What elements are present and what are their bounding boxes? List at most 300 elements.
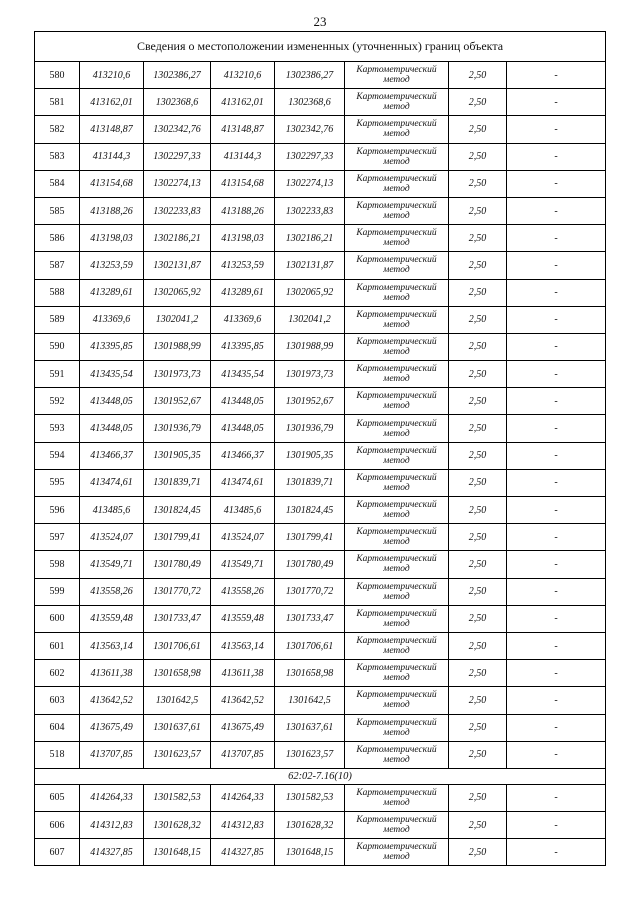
note-cell: -	[507, 524, 606, 551]
existing-y-cell: 1302041,2	[144, 306, 211, 333]
accuracy-cell: 2,50	[449, 784, 507, 811]
existing-x-cell: 413707,85	[80, 741, 144, 768]
accuracy-cell: 2,50	[449, 62, 507, 89]
method-line2: метод	[383, 292, 410, 303]
table-row	[35, 784, 606, 811]
refined-x-cell: 414327,85	[211, 839, 275, 866]
method-line2: метод	[383, 700, 410, 711]
point-number-cell: 590	[35, 333, 80, 360]
method-cell	[345, 306, 449, 333]
method-cell	[345, 225, 449, 252]
point-number-cell: 584	[35, 170, 80, 197]
refined-x-cell: 413611,38	[211, 660, 275, 687]
existing-x-cell: 413144,3	[80, 143, 144, 170]
point-number-cell: 585	[35, 197, 80, 224]
table-row	[35, 632, 606, 659]
existing-x-cell: 413289,61	[80, 279, 144, 306]
existing-x-cell: 413474,61	[80, 469, 144, 496]
existing-y-cell: 1301733,47	[144, 605, 211, 632]
table-row	[35, 333, 606, 360]
method-cell	[345, 143, 449, 170]
note-cell: -	[507, 741, 606, 768]
refined-x-cell: 414264,33	[211, 784, 275, 811]
point-number-cell: 606	[35, 812, 80, 839]
method-line1: Картометрический	[356, 173, 437, 184]
page-number: 23	[313, 14, 327, 29]
refined-x-cell: 414312,83	[211, 812, 275, 839]
existing-y-cell: 1302186,21	[144, 225, 211, 252]
table-row	[35, 143, 606, 170]
method-line2: метод	[383, 825, 410, 836]
method-line1: Картометрический	[356, 201, 437, 212]
method-line1: Картометрический	[356, 282, 437, 293]
refined-x-cell: 413559,48	[211, 605, 275, 632]
method-line1: Картометрический	[356, 364, 437, 375]
method-cell	[345, 578, 449, 605]
method-line1: Картометрический	[356, 255, 437, 266]
existing-x-cell: 414312,83	[80, 812, 144, 839]
method-line1: Картометрический	[356, 787, 437, 798]
point-number-cell: 594	[35, 442, 80, 469]
existing-y-cell: 1302342,76	[144, 116, 211, 143]
existing-x-cell: 413435,54	[80, 361, 144, 388]
accuracy-cell: 2,50	[449, 497, 507, 524]
refined-x-cell: 413448,05	[211, 388, 275, 415]
refined-y-cell: 1301824,45	[275, 497, 345, 524]
refined-x-cell: 413707,85	[211, 741, 275, 768]
note-cell: -	[507, 197, 606, 224]
point-number-cell: 604	[35, 714, 80, 741]
accuracy-cell: 2,50	[449, 143, 507, 170]
accuracy-cell: 2,50	[449, 469, 507, 496]
method-line1: Картометрический	[356, 336, 437, 347]
method-line1: Картометрический	[356, 690, 437, 701]
existing-y-cell: 1301988,99	[144, 333, 211, 360]
method-cell	[345, 497, 449, 524]
existing-y-cell: 1301642,5	[144, 687, 211, 714]
method-line1: Картометрический	[356, 842, 437, 853]
method-cell	[345, 442, 449, 469]
method-line2: метод	[383, 455, 410, 466]
note-cell: -	[507, 388, 606, 415]
note-cell: -	[507, 415, 606, 442]
method-line2: метод	[383, 482, 410, 493]
point-number-cell: 586	[35, 225, 80, 252]
method-line1: Картометрический	[356, 500, 437, 511]
point-number-cell: 593	[35, 415, 80, 442]
method-line2: метод	[383, 591, 410, 602]
table-row	[35, 524, 606, 551]
method-line2: метод	[383, 510, 410, 521]
note-cell: -	[507, 605, 606, 632]
refined-y-cell: 1301952,67	[275, 388, 345, 415]
point-number-cell: 587	[35, 252, 80, 279]
method-line2: метод	[383, 156, 410, 167]
table-row	[35, 741, 606, 768]
refined-y-cell: 1302233,83	[275, 197, 345, 224]
accuracy-cell: 2,50	[449, 524, 507, 551]
method-line2: метод	[383, 797, 410, 808]
refined-y-cell: 1302274,13	[275, 170, 345, 197]
table-row	[35, 225, 606, 252]
existing-y-cell: 1301648,15	[144, 839, 211, 866]
existing-x-cell: 413485,6	[80, 497, 144, 524]
method-line1: Картометрический	[356, 472, 437, 483]
method-cell	[345, 741, 449, 768]
accuracy-cell: 2,50	[449, 660, 507, 687]
method-line1: Картометрический	[356, 663, 437, 674]
accuracy-cell: 2,50	[449, 442, 507, 469]
point-number-cell: 596	[35, 497, 80, 524]
note-cell: -	[507, 839, 606, 866]
refined-y-cell: 1302041,2	[275, 306, 345, 333]
existing-x-cell: 413466,37	[80, 442, 144, 469]
existing-y-cell: 1301628,32	[144, 812, 211, 839]
method-cell	[345, 197, 449, 224]
method-line1: Картометрический	[356, 815, 437, 826]
refined-y-cell: 1301637,61	[275, 714, 345, 741]
refined-x-cell: 413198,03	[211, 225, 275, 252]
table-row	[35, 812, 606, 839]
note-cell: -	[507, 714, 606, 741]
method-cell	[345, 784, 449, 811]
note-cell: -	[507, 62, 606, 89]
method-line1: Картометрический	[356, 228, 437, 239]
existing-x-cell: 413188,26	[80, 197, 144, 224]
existing-x-cell: 413549,71	[80, 551, 144, 578]
existing-x-cell: 413558,26	[80, 578, 144, 605]
refined-x-cell: 413188,26	[211, 197, 275, 224]
existing-y-cell: 1301780,49	[144, 551, 211, 578]
note-cell: -	[507, 442, 606, 469]
refined-y-cell: 1301770,72	[275, 578, 345, 605]
method-line2: метод	[383, 564, 410, 575]
accuracy-cell: 2,50	[449, 116, 507, 143]
method-line1: Картометрический	[356, 744, 437, 755]
existing-x-cell: 413675,49	[80, 714, 144, 741]
method-line2: метод	[383, 75, 410, 86]
method-line2: метод	[383, 754, 410, 765]
method-line1: Картометрический	[356, 608, 437, 619]
point-number-cell: 592	[35, 388, 80, 415]
point-number-cell: 600	[35, 605, 80, 632]
method-line2: метод	[383, 374, 410, 385]
refined-y-cell: 1301658,98	[275, 660, 345, 687]
method-line1: Картометрический	[356, 445, 437, 456]
table-row	[35, 89, 606, 116]
refined-y-cell: 1301988,99	[275, 333, 345, 360]
existing-y-cell: 1302386,27	[144, 62, 211, 89]
table-row	[35, 415, 606, 442]
refined-x-cell: 413675,49	[211, 714, 275, 741]
section-row	[35, 768, 606, 784]
point-number-cell: 518	[35, 741, 80, 768]
existing-x-cell: 413162,01	[80, 89, 144, 116]
existing-y-cell: 1301637,61	[144, 714, 211, 741]
table-row	[35, 197, 606, 224]
existing-y-cell: 1301770,72	[144, 578, 211, 605]
refined-y-cell: 1301905,35	[275, 442, 345, 469]
refined-y-cell: 1302368,6	[275, 89, 345, 116]
accuracy-cell: 2,50	[449, 415, 507, 442]
accuracy-cell: 2,50	[449, 839, 507, 866]
refined-x-cell: 413466,37	[211, 442, 275, 469]
existing-x-cell: 413148,87	[80, 116, 144, 143]
method-line2: метод	[383, 537, 410, 548]
existing-x-cell: 413369,6	[80, 306, 144, 333]
existing-y-cell: 1302233,83	[144, 197, 211, 224]
method-line2: метод	[383, 673, 410, 684]
method-line2: метод	[383, 428, 410, 439]
point-number-cell: 605	[35, 784, 80, 811]
note-cell: -	[507, 333, 606, 360]
refined-x-cell: 413642,52	[211, 687, 275, 714]
refined-y-cell: 1301706,61	[275, 632, 345, 659]
refined-x-cell: 413435,54	[211, 361, 275, 388]
method-line2: метод	[383, 265, 410, 276]
method-cell	[345, 116, 449, 143]
method-cell	[345, 333, 449, 360]
point-number-cell: 603	[35, 687, 80, 714]
existing-y-cell: 1301839,71	[144, 469, 211, 496]
existing-x-cell: 413210,6	[80, 62, 144, 89]
refined-y-cell: 1301628,32	[275, 812, 345, 839]
refined-y-cell: 1302131,87	[275, 252, 345, 279]
method-line1: Картометрический	[356, 717, 437, 728]
point-number-cell: 591	[35, 361, 80, 388]
refined-x-cell: 413549,71	[211, 551, 275, 578]
section-label: 62:02-7.16(10)	[35, 768, 606, 784]
refined-y-cell: 1301733,47	[275, 605, 345, 632]
note-cell: -	[507, 497, 606, 524]
table-row	[35, 605, 606, 632]
existing-y-cell: 1302368,6	[144, 89, 211, 116]
refined-x-cell: 413154,68	[211, 170, 275, 197]
existing-x-cell: 413642,52	[80, 687, 144, 714]
note-cell: -	[507, 660, 606, 687]
method-cell	[345, 551, 449, 578]
table-row	[35, 687, 606, 714]
refined-y-cell: 1301780,49	[275, 551, 345, 578]
accuracy-cell: 2,50	[449, 333, 507, 360]
point-number-cell: 607	[35, 839, 80, 866]
method-line2: метод	[383, 319, 410, 330]
method-cell	[345, 714, 449, 741]
accuracy-cell: 2,50	[449, 388, 507, 415]
accuracy-cell: 2,50	[449, 578, 507, 605]
existing-x-cell: 414327,85	[80, 839, 144, 866]
accuracy-cell: 2,50	[449, 170, 507, 197]
method-line1: Картометрический	[356, 636, 437, 647]
method-cell	[345, 605, 449, 632]
method-line2: метод	[383, 346, 410, 357]
method-line1: Картометрический	[356, 65, 437, 76]
note-cell: -	[507, 784, 606, 811]
refined-y-cell: 1301582,53	[275, 784, 345, 811]
existing-x-cell: 413198,03	[80, 225, 144, 252]
table-row	[35, 839, 606, 866]
method-cell	[345, 632, 449, 659]
point-number-cell: 580	[35, 62, 80, 89]
method-line2: метод	[383, 727, 410, 738]
table-header-row	[35, 32, 606, 62]
method-line1: Картометрический	[356, 92, 437, 103]
method-line2: метод	[383, 102, 410, 113]
accuracy-cell: 2,50	[449, 279, 507, 306]
accuracy-cell: 2,50	[449, 687, 507, 714]
method-line2: метод	[383, 183, 410, 194]
method-line1: Картометрический	[356, 146, 437, 157]
accuracy-cell: 2,50	[449, 252, 507, 279]
method-cell	[345, 839, 449, 866]
method-cell	[345, 469, 449, 496]
refined-x-cell: 413558,26	[211, 578, 275, 605]
refined-y-cell: 1302297,33	[275, 143, 345, 170]
note-cell: -	[507, 306, 606, 333]
table-row	[35, 497, 606, 524]
note-cell: -	[507, 279, 606, 306]
method-line2: метод	[383, 211, 410, 222]
refined-y-cell: 1301936,79	[275, 415, 345, 442]
refined-y-cell: 1302065,92	[275, 279, 345, 306]
point-number-cell: 601	[35, 632, 80, 659]
note-cell: -	[507, 578, 606, 605]
refined-x-cell: 413369,6	[211, 306, 275, 333]
refined-x-cell: 413485,6	[211, 497, 275, 524]
note-cell: -	[507, 469, 606, 496]
refined-y-cell: 1301799,41	[275, 524, 345, 551]
note-cell: -	[507, 687, 606, 714]
note-cell: -	[507, 116, 606, 143]
note-cell: -	[507, 632, 606, 659]
table-title: Сведения о местоположении измененных (уточненных) границ объекта	[35, 32, 606, 62]
method-cell	[345, 62, 449, 89]
existing-x-cell: 414264,33	[80, 784, 144, 811]
refined-x-cell: 413253,59	[211, 252, 275, 279]
point-number-cell: 589	[35, 306, 80, 333]
note-cell: -	[507, 361, 606, 388]
accuracy-cell: 2,50	[449, 551, 507, 578]
refined-y-cell: 1301839,71	[275, 469, 345, 496]
existing-y-cell: 1302297,33	[144, 143, 211, 170]
point-number-cell: 583	[35, 143, 80, 170]
method-line2: метод	[383, 618, 410, 629]
method-cell	[345, 361, 449, 388]
existing-x-cell: 413524,07	[80, 524, 144, 551]
existing-y-cell: 1301905,35	[144, 442, 211, 469]
table-row	[35, 279, 606, 306]
method-line2: метод	[383, 238, 410, 249]
accuracy-cell: 2,50	[449, 605, 507, 632]
point-number-cell: 595	[35, 469, 80, 496]
existing-y-cell: 1302274,13	[144, 170, 211, 197]
accuracy-cell: 2,50	[449, 225, 507, 252]
method-cell	[345, 170, 449, 197]
accuracy-cell: 2,50	[449, 306, 507, 333]
refined-x-cell: 413162,01	[211, 89, 275, 116]
point-number-cell: 597	[35, 524, 80, 551]
table-row	[35, 469, 606, 496]
existing-y-cell: 1302131,87	[144, 252, 211, 279]
existing-y-cell: 1302065,92	[144, 279, 211, 306]
method-cell	[345, 812, 449, 839]
existing-y-cell: 1301824,45	[144, 497, 211, 524]
existing-x-cell: 413611,38	[80, 660, 144, 687]
refined-y-cell: 1302342,76	[275, 116, 345, 143]
note-cell: -	[507, 143, 606, 170]
existing-y-cell: 1301623,57	[144, 741, 211, 768]
refined-x-cell: 413210,6	[211, 62, 275, 89]
refined-y-cell: 1302386,27	[275, 62, 345, 89]
boundary-coordinates-table	[34, 31, 606, 866]
table-row	[35, 252, 606, 279]
method-cell	[345, 252, 449, 279]
table-row	[35, 442, 606, 469]
accuracy-cell: 2,50	[449, 812, 507, 839]
refined-x-cell: 413144,3	[211, 143, 275, 170]
existing-y-cell: 1301973,73	[144, 361, 211, 388]
point-number-cell: 581	[35, 89, 80, 116]
accuracy-cell: 2,50	[449, 741, 507, 768]
table-row	[35, 361, 606, 388]
note-cell: -	[507, 225, 606, 252]
existing-y-cell: 1301582,53	[144, 784, 211, 811]
method-cell	[345, 388, 449, 415]
existing-y-cell: 1301706,61	[144, 632, 211, 659]
refined-x-cell: 413148,87	[211, 116, 275, 143]
accuracy-cell: 2,50	[449, 89, 507, 116]
method-line1: Картометрический	[356, 581, 437, 592]
point-number-cell: 599	[35, 578, 80, 605]
refined-x-cell: 413474,61	[211, 469, 275, 496]
note-cell: -	[507, 170, 606, 197]
method-cell	[345, 279, 449, 306]
coordinates-sheet	[34, 31, 605, 866]
existing-x-cell: 413448,05	[80, 388, 144, 415]
method-line1: Картометрический	[356, 418, 437, 429]
accuracy-cell: 2,50	[449, 714, 507, 741]
existing-x-cell: 413563,14	[80, 632, 144, 659]
method-line1: Картометрический	[356, 554, 437, 565]
refined-y-cell: 1302186,21	[275, 225, 345, 252]
refined-y-cell: 1301623,57	[275, 741, 345, 768]
method-cell	[345, 524, 449, 551]
method-line1: Картометрический	[356, 391, 437, 402]
method-cell	[345, 687, 449, 714]
table-row	[35, 551, 606, 578]
refined-y-cell: 1301973,73	[275, 361, 345, 388]
method-line2: метод	[383, 852, 410, 863]
table-row	[35, 388, 606, 415]
refined-y-cell: 1301642,5	[275, 687, 345, 714]
note-cell: -	[507, 812, 606, 839]
accuracy-cell: 2,50	[449, 197, 507, 224]
refined-x-cell: 413448,05	[211, 415, 275, 442]
method-line2: метод	[383, 129, 410, 140]
point-number-cell: 588	[35, 279, 80, 306]
table-row	[35, 116, 606, 143]
existing-x-cell: 413253,59	[80, 252, 144, 279]
refined-x-cell: 413395,85	[211, 333, 275, 360]
note-cell: -	[507, 252, 606, 279]
method-line2: метод	[383, 646, 410, 657]
refined-y-cell: 1301648,15	[275, 839, 345, 866]
table-row	[35, 170, 606, 197]
existing-x-cell: 413559,48	[80, 605, 144, 632]
point-number-cell: 602	[35, 660, 80, 687]
refined-x-cell: 413563,14	[211, 632, 275, 659]
method-line1: Картометрический	[356, 309, 437, 320]
